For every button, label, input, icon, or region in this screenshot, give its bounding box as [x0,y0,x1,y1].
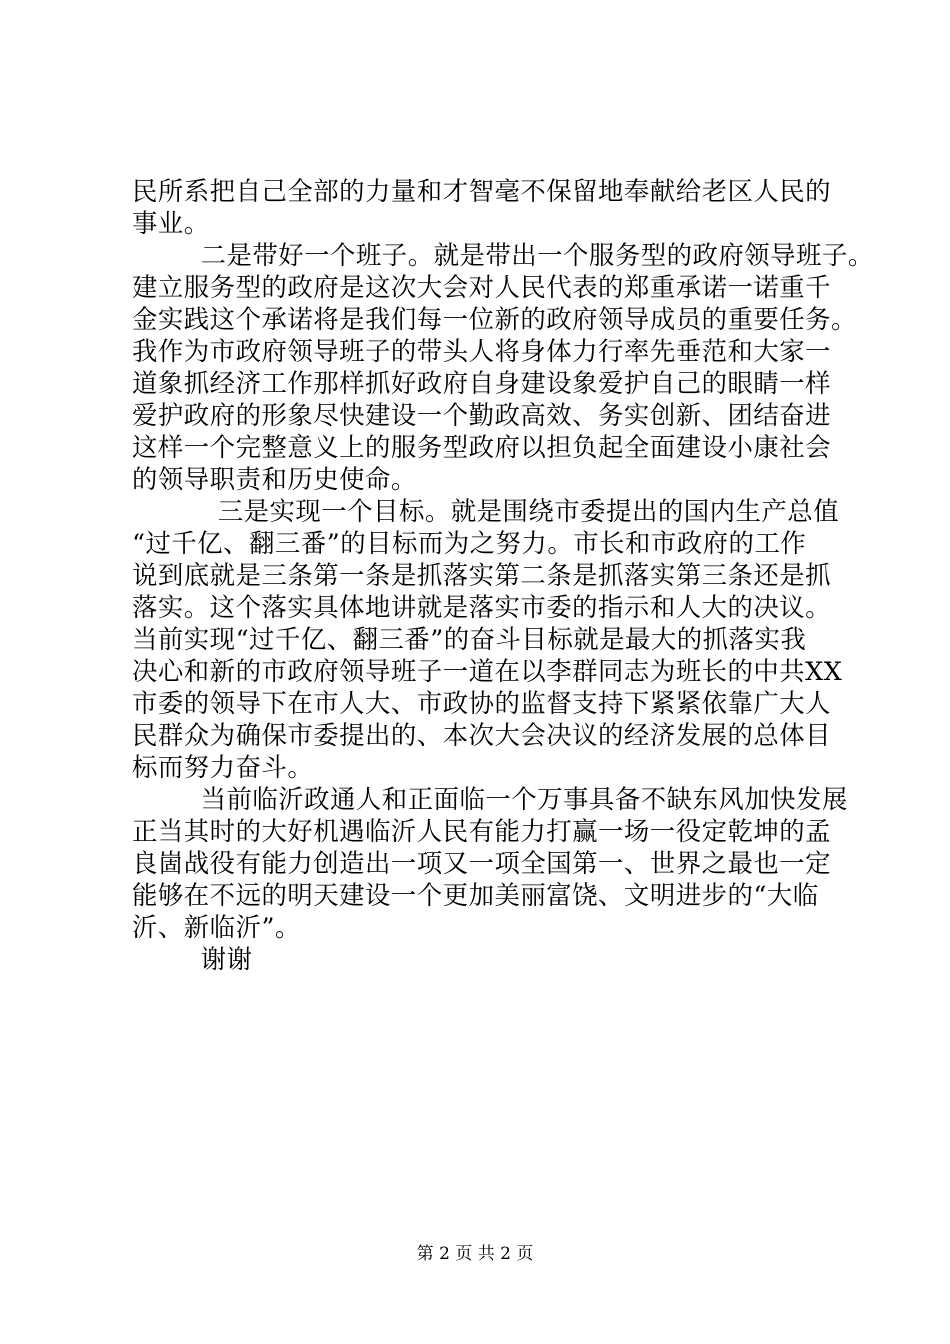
text-line: 说到底就是三条第一条是抓落实第二条是抓落实第三条还是抓 [132,560,832,590]
text-line: 民所系把自己全部的力量和才智毫不保留地奉献给老区人民的 [132,176,832,206]
text-line: 民群众为确保市委提出的、本次大会决议的经济发展的总体目 [132,720,832,750]
text-line: 这样一个完整意义上的服务型政府以担负起全面建设小康社会 [132,432,832,462]
text-line: 标而努力奋斗。 [132,752,314,782]
text-line: 沂、新临沂”。 [132,912,301,942]
paragraph-start-line: 当前临沂政通人和正面临一个万事具备不缺东风加快发展 [132,784,848,814]
text-line: “过千亿、翻三番”的目标而为之努力。市长和市政府的工作 [132,528,807,558]
paragraph-start-line: 三是实现一个目标。就是围绕市委提出的国内生产总值 [132,496,840,526]
text-line: 道象抓经济工作那样抓好政府自身建设象爱护自己的眼睛一样 [132,368,832,398]
text-line: 的领导职责和历史使命。 [132,464,417,494]
text-line: 建立服务型的政府是这次大会对人民代表的郑重承诺一诺重千 [132,272,832,302]
text-line: 事业。 [132,208,210,238]
text-line: 当前实现“过千亿、翻三番”的奋斗目标就是最大的抓落实我 [132,624,807,654]
text-line: 正当其时的大好机遇临沂人民有能力打赢一场一役定乾坤的孟 [132,816,832,846]
text-line: 良崮战役有能力创造出一项又一项全国第一、世界之最也一定 [132,848,832,878]
text-line: 落实。这个落实具体地讲就是落实市委的指示和人大的决议。 [132,592,832,622]
closing-line: 谢谢 [132,944,253,974]
text-line: 爱护政府的形象尽快建设一个勤政高效、务实创新、团结奋进 [132,400,832,430]
page-footer: 第 2 页 共 2 页 [416,1244,534,1264]
text-line: 我作为市政府领导班子的带头人将身体力行率先垂范和大家一 [132,336,832,366]
text-line: 金实践这个承诺将是我们每一位新的政府领导成员的重要任务。 [132,304,857,334]
text-line: 决心和新的市政府领导班子一道在以李群同志为班长的中共XX [132,656,843,686]
text-line: 能够在不远的明天建设一个更加美丽富饶、文明进步的“大临 [132,880,819,910]
paragraph-start-line: 二是带好一个班子。就是带出一个服务型的政府领导班子。 [132,240,874,270]
text-line: 市委的领导下在市人大、市政协的监督支持下紧紧依靠广大人 [132,688,832,718]
